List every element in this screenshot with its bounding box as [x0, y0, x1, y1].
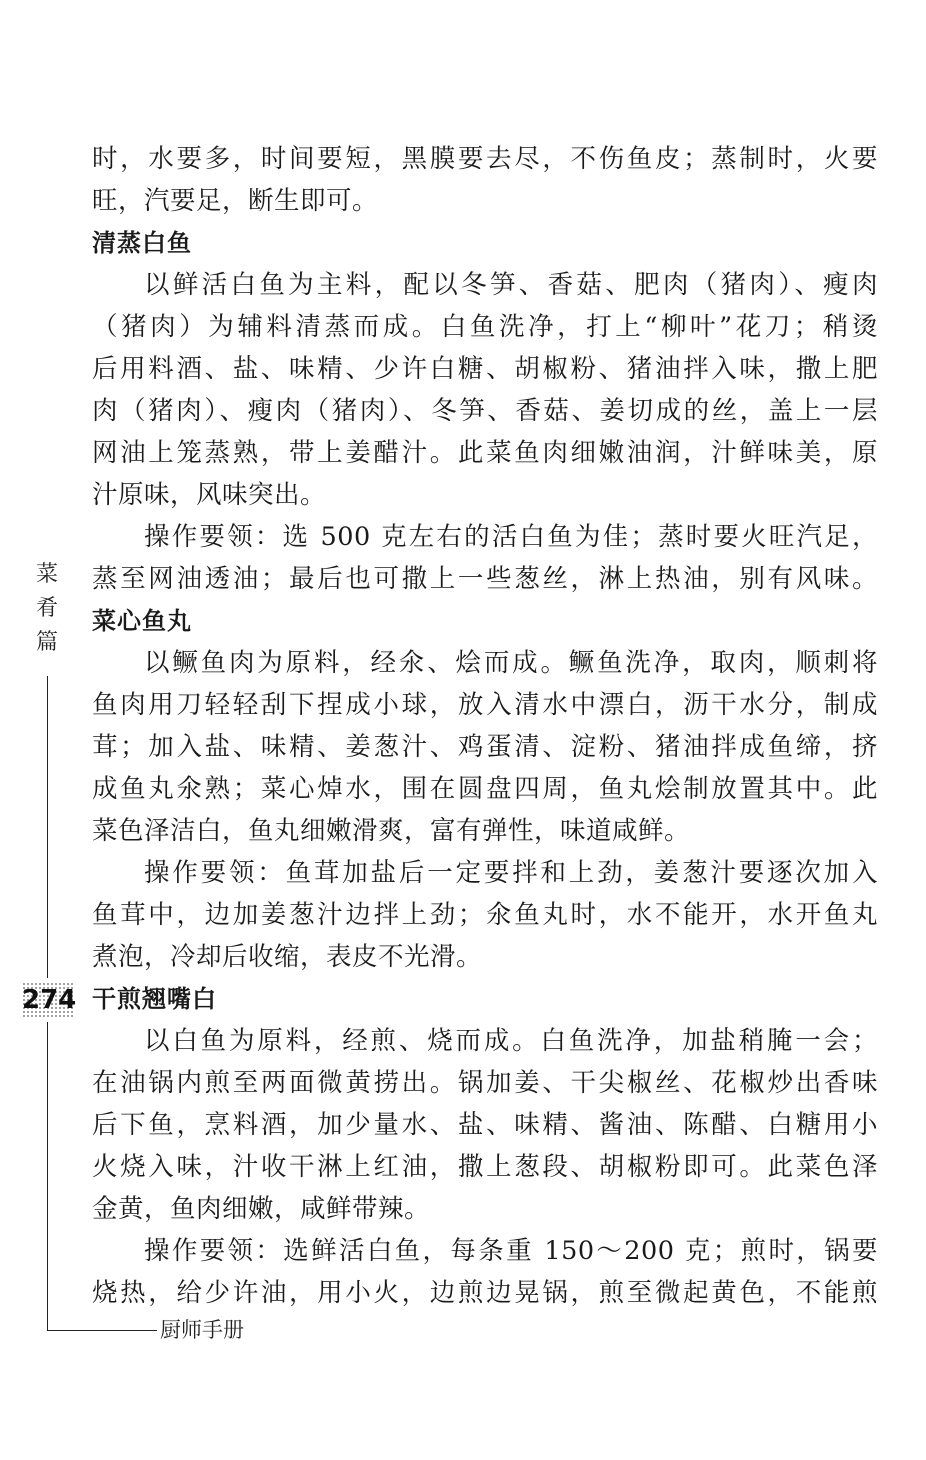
- text-line: 操作要领：鱼茸加盐后一定要拌和上劲，姜葱汁要逐次加入: [144, 858, 878, 888]
- text-line: 煮泡，冷却后收缩，表皮不光滑。: [92, 942, 483, 972]
- text-line: 蒸至网油透油；最后也可撒上一些葱丝，淋上热油，别有风味。: [92, 564, 878, 594]
- recipe-heading: 干煎翘嘴白: [92, 985, 217, 1013]
- section-side-label: [32, 558, 62, 660]
- text-line: （猪肉）为辅料清蒸而成。白鱼洗净，打上“柳叶”花刀；稍烫: [92, 312, 878, 342]
- text-line: 时，水要多，时间要短，黑膜要去尽，不伤鱼皮；蒸制时，火要: [92, 144, 878, 174]
- text-line: 汁原味，风味突出。: [92, 480, 327, 510]
- text-line: 鱼肉用刀轻轻刮下捏成小球，放入清水中漂白，沥干水分，制成: [92, 690, 878, 720]
- text-line: 操作要领：选鲜活白鱼，每条重 150～200 克；煎时，锅要: [144, 1236, 878, 1266]
- text-line: 后下鱼，烹料酒，加少量水、盐、味精、酱油、陈醋、白糖用小: [92, 1110, 878, 1140]
- recipe-heading: 清蒸白鱼: [92, 229, 192, 257]
- page-number: 274: [22, 982, 74, 1018]
- text-line: 以鳜鱼肉为原料，经氽、烩而成。鳜鱼洗净，取肉，顺刺将: [144, 648, 878, 678]
- text-line: 操作要领：选 500 克左右的活白鱼为佳；蒸时要火旺汽足，: [144, 522, 878, 552]
- text-line: 鱼茸中，边加姜葱汁边拌上劲；氽鱼丸时，水不能开，水开鱼丸: [92, 900, 878, 930]
- footer-book-title: 厨师手册: [160, 1318, 244, 1342]
- recipe-heading: 菜心鱼丸: [92, 607, 192, 635]
- text-line: 以鲜活白鱼为主料，配以冬笋、香菇、肥肉（猪肉）、瘦肉: [144, 270, 878, 300]
- text-line: 网油上笼蒸熟，带上姜醋汁。此菜鱼肉细嫩油润，汁鲜味美，原: [92, 438, 878, 468]
- text-line: 菜色泽洁白，鱼丸细嫩滑爽，富有弹性，味道咸鲜。: [92, 816, 691, 846]
- side-label-char: 肴: [35, 596, 58, 621]
- text-line: 成鱼丸氽熟；菜心焯水，围在圆盘四周，鱼丸烩制放置其中。此: [92, 774, 878, 804]
- text-line: 在油锅内煎至两面微黄捞出。锅加姜、干尖椒丝、花椒炒出香味: [92, 1068, 878, 1098]
- text-line: 肉（猪肉）、瘦肉（猪肉）、冬笋、香菇、姜切成的丝，盖上一层: [92, 396, 878, 426]
- margin-rule: [47, 1022, 48, 1330]
- side-label-char: 菜: [35, 562, 58, 587]
- text-line: 茸；加入盐、味精、姜葱汁、鸡蛋清、淀粉、猪油拌成鱼缔，挤: [92, 732, 878, 762]
- side-label-char: 篇: [35, 630, 58, 655]
- text-line: 旺，汽要足，断生即可。: [92, 186, 379, 216]
- text-line: 后用料酒、盐、味精、少许白糖、胡椒粉、猪油拌入味，撒上肥: [92, 354, 878, 384]
- text-line: 火烧入味，汁收干淋上红油，撒上葱段、胡椒粉即可。此菜色泽: [92, 1152, 878, 1182]
- text-line: 以白鱼为原料，经煎、烧而成。白鱼洗净，加盐稍腌一会；: [144, 1026, 878, 1056]
- margin-rule: [47, 676, 48, 978]
- body-text: [92, 138, 878, 1314]
- text-line: 烧热，给少许油，用小火，边煎边晃锅，煎至微起黄色，不能煎: [92, 1278, 878, 1308]
- footer-rule: [47, 1330, 157, 1331]
- text-line: 金黄，鱼肉细嫩，咸鲜带辣。: [92, 1194, 431, 1224]
